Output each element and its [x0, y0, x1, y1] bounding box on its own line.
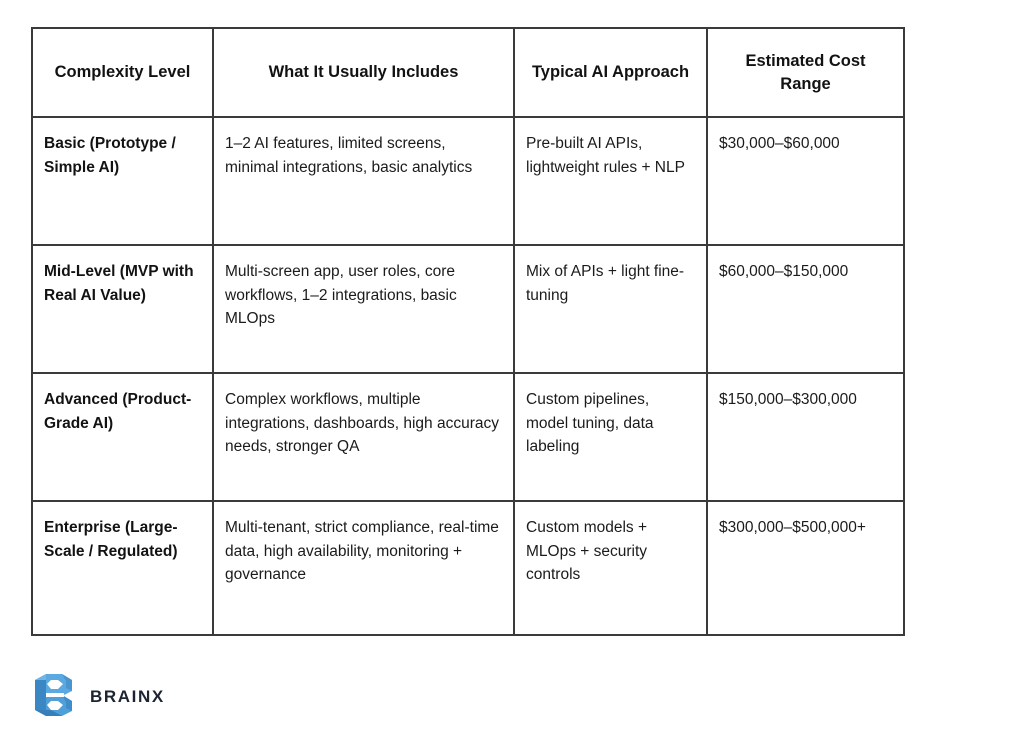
cell-complexity-level: Mid-Level (MVP with Real AI Value) [32, 245, 213, 373]
cell-includes: Complex workflows, multiple integrations, dashboards, high accuracy needs, stronger QA [213, 373, 514, 501]
brainx-logo-icon [31, 669, 77, 721]
cell-complexity-level: Advanced (Product-Grade AI) [32, 373, 213, 501]
cell-ai-approach: Mix of APIs + light fine-tuning [514, 245, 707, 373]
cell-ai-approach: Pre-built AI APIs, lightweight rules + NLP [514, 117, 707, 245]
cell-cost-range: $150,000–$300,000 [707, 373, 904, 501]
brand-wordmark: BRAINX [90, 686, 165, 706]
cell-includes: Multi-tenant, strict compliance, real-time data, high availability, monitoring + governance [213, 501, 514, 635]
table-header [32, 28, 904, 117]
cell-complexity-level: Enterprise (Large-Scale / Regulated) [32, 501, 213, 635]
table-body [32, 117, 904, 635]
cost-table-container [31, 27, 903, 636]
column-header-complexity-level: Complexity Level [32, 28, 213, 117]
cell-includes: 1–2 AI features, limited screens, minimal integrations, basic analytics [213, 117, 514, 245]
cell-includes: Multi-screen app, user roles, core workflows, 1–2 integrations, basic MLOps [213, 245, 514, 373]
table-row [32, 117, 904, 245]
ai-cost-complexity-table [31, 27, 905, 636]
column-header-estimated-cost-range: Estimated Cost Range [707, 28, 904, 117]
cell-cost-range: $30,000–$60,000 [707, 117, 904, 245]
brand-footer [31, 669, 165, 721]
table-row [32, 245, 904, 373]
cell-complexity-level: Basic (Prototype / Simple AI) [32, 117, 213, 245]
table-row [32, 501, 904, 635]
column-header-what-it-usually-includes: What It Usually Includes [213, 28, 514, 117]
cell-ai-approach: Custom models + MLOps + security controls [514, 501, 707, 635]
table-header-row [32, 28, 904, 117]
table-row [32, 373, 904, 501]
cell-ai-approach: Custom pipelines, model tuning, data labeling [514, 373, 707, 501]
cell-cost-range: $300,000–$500,000+ [707, 501, 904, 635]
cell-cost-range: $60,000–$150,000 [707, 245, 904, 373]
column-header-typical-ai-approach: Typical AI Approach [514, 28, 707, 117]
